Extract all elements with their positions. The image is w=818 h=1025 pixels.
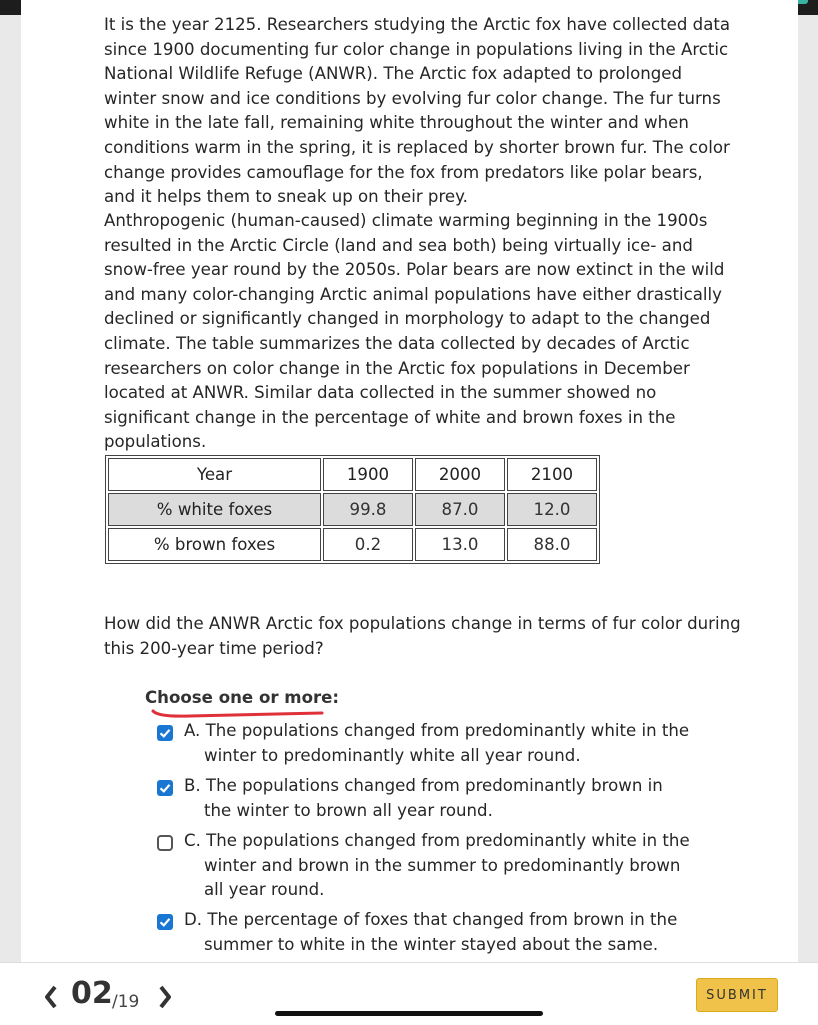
option-label: C. The populations changed from predominantly white in the winter and brown in the summer to predominantly brown all year round. bbox=[184, 831, 690, 900]
option-label: B. The populations changed from predominantly brown in the winter to brown all year round. bbox=[184, 776, 663, 820]
chevron-right-icon[interactable] bbox=[156, 982, 174, 1012]
page-current: 02 bbox=[71, 976, 113, 1011]
passage-paragraph-1: It is the year 2125. Researchers studying the Arctic fox have collected data since 1900 documenting fur color change in populations living in the Arctic National Wildlife Refuge (ANWR). The Arctic fox adapted to prolonged winter snow and ice conditions by evolving fur color change. The fur turns white in the late fall, remaining white throughout the winter and when conditions warm in the spring, it is replaced by shorter brown fur. The color change provides camouflage for the fox from predators like polar bears, and it helps them to sneak up on their prey. bbox=[104, 15, 731, 207]
choose-label: Choose one or more: bbox=[145, 688, 340, 707]
table-cell: 99.8 bbox=[323, 493, 413, 526]
table-cell: 87.0 bbox=[415, 493, 505, 526]
table-cell: 13.0 bbox=[415, 528, 505, 561]
table-row bbox=[108, 528, 597, 561]
red-underline-annotation bbox=[150, 705, 330, 719]
table-row-label: % white foxes bbox=[108, 493, 321, 526]
option-label: A. The populations changed from predominantly white in the winter to predominantly white all year round. bbox=[184, 721, 690, 765]
table-cell: 88.0 bbox=[507, 528, 597, 561]
table-header-row bbox=[108, 458, 597, 491]
page-total: /19 bbox=[112, 992, 140, 1012]
checkbox-checked-icon[interactable] bbox=[157, 914, 173, 930]
table-row-label: % brown foxes bbox=[108, 528, 321, 561]
table-header-year: 2000 bbox=[415, 458, 505, 491]
checkbox-checked-icon[interactable] bbox=[157, 725, 173, 741]
table-cell: 12.0 bbox=[507, 493, 597, 526]
question-text: How did the ANWR Arctic fox populations change in terms of fur color during this 200-year time period? bbox=[104, 614, 741, 658]
table-row bbox=[108, 493, 597, 526]
table-header-year: 1900 bbox=[323, 458, 413, 491]
checkbox-unchecked-icon[interactable] bbox=[157, 835, 173, 851]
checkbox-checked-icon[interactable] bbox=[157, 780, 173, 796]
home-indicator bbox=[275, 1011, 543, 1016]
passage-paragraph-2: Anthropogenic (human-caused) climate warming beginning in the 1900s resulted in the Arctic Circle (land and sea both) being virtually ice- and snow-free year round by the 2050s. Polar bears are now extinct in the wild and many color-changing Arctic animal populations have either drastically declined or significantly changed in morphology to adapt to the changed climate. The table summarizes the data collected by decades of Arctic researchers on color change in the Arctic fox populations in December located at ANWR. Similar data collected in the summer showed no significant change in the percentage of white and brown foxes in the populations. bbox=[104, 211, 725, 452]
submit-button[interactable]: SUBMIT bbox=[696, 978, 778, 1012]
data-table bbox=[105, 455, 600, 564]
table-cell: 0.2 bbox=[323, 528, 413, 561]
table-header-label: Year bbox=[108, 458, 321, 491]
table-header-year: 2100 bbox=[507, 458, 597, 491]
chevron-left-icon[interactable] bbox=[42, 982, 60, 1012]
option-label: D. The percentage of foxes that changed from brown in the summer to white in the winter stayed about the same. bbox=[184, 910, 678, 954]
